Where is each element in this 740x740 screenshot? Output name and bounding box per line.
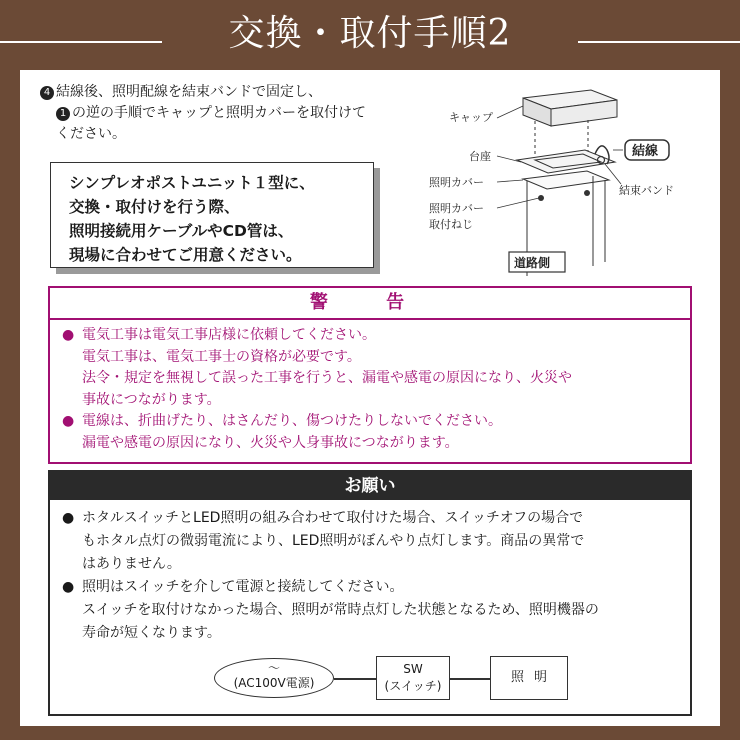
request-item <box>58 507 690 576</box>
bullet-icon: ● <box>62 327 75 343</box>
label-road-side: 道路側 <box>514 256 551 270</box>
request-line: はありません。 <box>82 556 181 572</box>
bullet-icon: ● <box>62 579 75 595</box>
warning-item <box>58 411 690 454</box>
step-number-badge: 4 <box>40 86 54 100</box>
step-text-3: ください。 <box>56 126 126 142</box>
circuit-diagram <box>190 650 570 710</box>
warning-heading: 警 告 <box>50 288 690 320</box>
warning-body <box>50 320 690 454</box>
title-bar <box>0 0 740 68</box>
warning-item <box>58 325 690 411</box>
request-item <box>58 576 690 645</box>
content-panel <box>20 70 720 726</box>
notice-line: 現場に合わせてご用意ください。 <box>69 246 302 264</box>
label-base: 台座 <box>469 150 491 163</box>
request-line: スイッチを取付けなかった場合、照明が常時点灯した状態となるため、照明機器の <box>82 602 599 618</box>
wire-line <box>334 678 376 680</box>
power-source-label: (AC100V電源) <box>233 676 315 690</box>
step-text-1: 結線後、照明配線を結束バンドで固定し、 <box>56 84 322 100</box>
warning-line: 事故につながります。 <box>82 391 221 408</box>
light-box: 照明 <box>490 656 568 700</box>
warning-line: 電線は、折曲げたり、はさんだり、傷つけたりしないでください。 <box>82 413 502 429</box>
notice-line: 照明接続用ケーブルやCD管は、 <box>69 222 294 240</box>
switch-label-1: SW <box>403 662 423 676</box>
step-instruction <box>40 82 420 145</box>
bullet-icon: ● <box>62 510 75 526</box>
request-line: ホタルスイッチとLED照明の組み合わせて取付けた場合、スイッチオフの場合で <box>82 510 584 526</box>
ac-symbol-icon: 〜 <box>267 661 280 675</box>
step-ref-badge: 1 <box>56 107 70 121</box>
title-rule-left <box>0 41 162 43</box>
label-cover-screw-1: 照明カバー <box>429 202 484 215</box>
warning-box <box>48 286 692 464</box>
warning-line: 電気工事は、電気工事士の資格が必要です。 <box>82 348 361 365</box>
label-cap: キャップ <box>449 111 493 124</box>
request-box <box>48 470 692 716</box>
step-line-1 <box>40 82 420 103</box>
warning-line: 電気工事は電気工事店様に依頼してください。 <box>82 327 376 343</box>
switch-label-2: (スイッチ) <box>384 679 442 693</box>
title-rule-right <box>578 41 740 43</box>
bullet-icon: ● <box>62 413 75 429</box>
notice-box <box>50 162 374 268</box>
wire-line <box>450 678 490 680</box>
warning-line: 漏電や感電の原因になり、火災や人身事故につながります。 <box>82 434 459 451</box>
installation-diagram <box>405 76 705 286</box>
request-heading: お願い <box>50 472 690 500</box>
notice-line: シンプレオポストユニット１型に、 <box>69 174 315 192</box>
request-line: もホタル点灯の微弱電流により、LED照明がぼんやり点灯します。商品の異常で <box>82 533 585 549</box>
label-cover-screw-2: 取付ねじ <box>429 218 473 231</box>
label-cable-tie: 結束バンド <box>619 184 674 197</box>
page-title: 交換・取付手順2 <box>228 13 512 54</box>
notice-line: 交換・取付けを行う際、 <box>69 198 240 216</box>
request-line: 寿命が短くなります。 <box>82 625 221 641</box>
step-line-2 <box>40 103 420 124</box>
step-text-2: の逆の手順でキャップと照明カバーを取付けて <box>72 105 366 121</box>
label-cover: 照明カバー <box>429 176 484 189</box>
warning-line: 法令・規定を無視して誤った工事を行うと、漏電や感電の原因になり、火災や <box>82 370 572 386</box>
request-line: 照明はスイッチを介して電源と接続してください。 <box>82 579 404 595</box>
power-source <box>214 658 334 698</box>
label-wiring: 結線 <box>632 144 659 159</box>
switch-box <box>376 656 450 700</box>
request-body <box>50 500 690 645</box>
